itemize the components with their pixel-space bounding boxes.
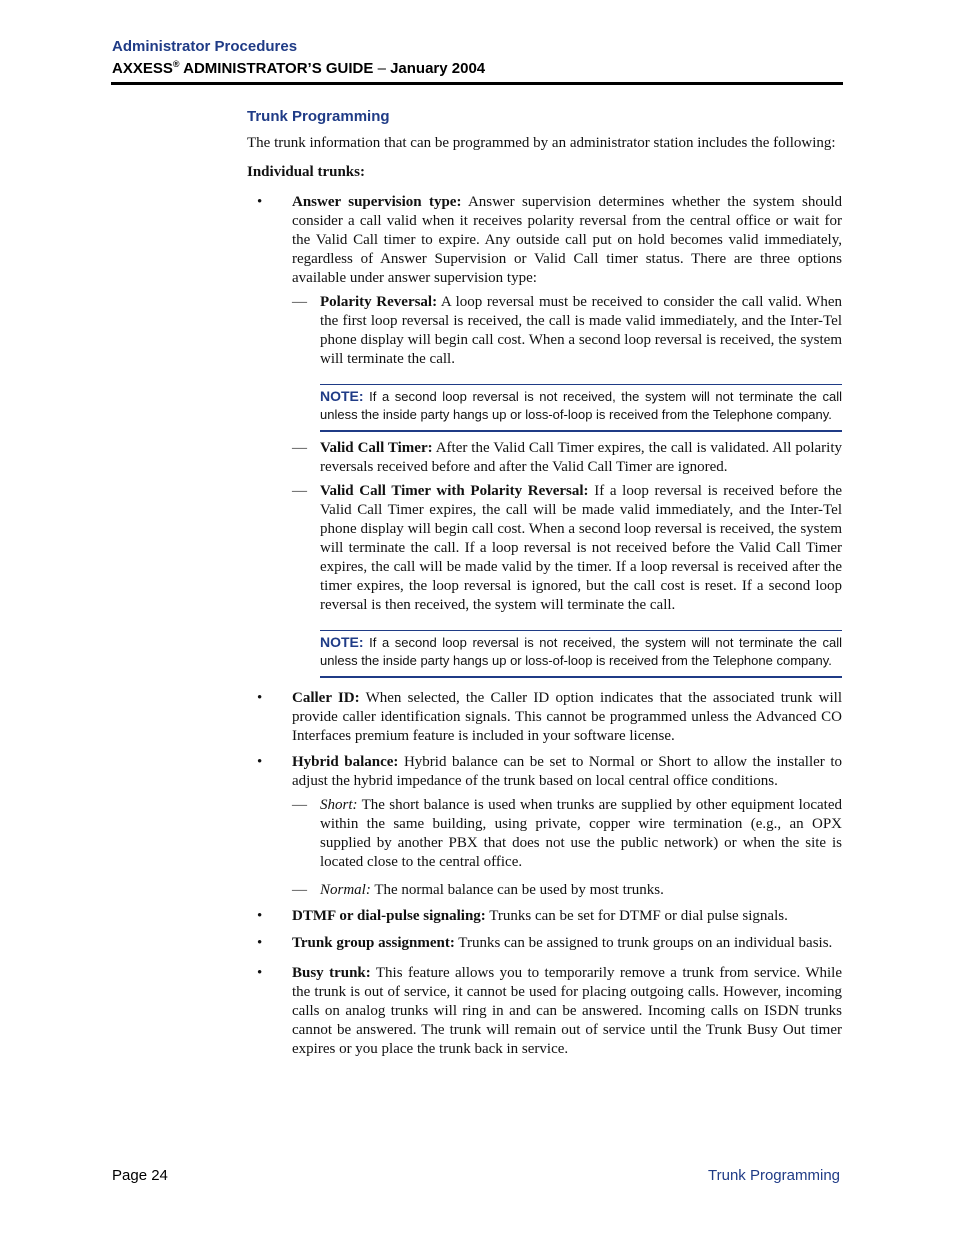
polarity-reversal-body: A loop reversal must be received to consider the call valid. When the first loop reversal is received, the call is made valid immediately, and the Inter-Tel phone display will begin call cost. When a second loop reversal is received, the system will terminate the call.	[320, 294, 842, 367]
note-2-label: NOTE:	[320, 634, 364, 650]
normal-label: Normal:	[320, 882, 371, 898]
sub-item-short	[292, 796, 842, 872]
footer-page-number: Page 24	[112, 1167, 168, 1184]
note-1-text	[320, 388, 842, 423]
answer-supervision-label: Answer supervision type:	[292, 194, 462, 210]
list-item-trunk-group	[247, 934, 842, 953]
short-body: The short balance is used when trunks are supplied by other equipment located within the same building, using private, copper wire termination (e.g., an OPX supplied by another PBX that does not use the public network) or when the site is located close to the central office.	[320, 797, 842, 870]
note-box-1	[320, 384, 842, 432]
trunk-group-body: Trunks can be assigned to trunk groups on an individual basis.	[454, 935, 833, 951]
polarity-reversal-label: Polarity Reversal:	[320, 294, 438, 310]
trunk-options-list	[247, 193, 842, 1059]
footer-section: Trunk Programming	[708, 1167, 840, 1184]
header-product: AXXESS	[112, 60, 173, 77]
busy-trunk-text	[292, 964, 842, 1059]
bullet-icon: •	[257, 908, 263, 924]
caller-id-label: Caller ID:	[292, 690, 360, 706]
answer-supervision-body: Answer supervision determines whether the system should consider a call valid when it receives polarity reversal from the central office or wait for the Valid Call timer to expire. Any outside call put on hold becomes valid immediately, regardless of Answer Supervision or Valid Call timer status. There are three options available under answer supervision type:	[292, 194, 842, 286]
hybrid-balance-text	[292, 753, 842, 791]
list-item-busy-trunk	[247, 964, 842, 1059]
valid-call-timer-polarity-text	[320, 482, 842, 615]
bullet-icon: •	[257, 194, 263, 210]
busy-trunk-body: This feature allows you to temporarily remove a trunk from service. While the trunk is out of service, it cannot be used for placing outgoing calls. However, incoming calls on analog trunks will ring in and can be answered. Incoming calls on ISDN trunks cannot be answered. The trunk will remain out of service until the Trunk Busy Out timer expires or you place the trunk back in service.	[292, 965, 842, 1057]
hybrid-balance-label: Hybrid balance:	[292, 754, 399, 770]
header-date: January 2004	[385, 60, 486, 77]
polarity-reversal-text	[320, 293, 842, 369]
dtmf-text	[292, 907, 842, 926]
registered-mark: ®	[172, 59, 180, 69]
normal-text	[320, 881, 842, 900]
trunk-group-text	[292, 934, 842, 953]
section-title: Trunk Programming	[247, 108, 390, 125]
valid-call-timer-label: Valid Call Timer:	[320, 440, 433, 456]
valid-call-timer-text	[320, 439, 842, 477]
individual-trunks-heading: Individual trunks:	[247, 164, 365, 180]
short-text	[320, 796, 842, 872]
note-2-body: If a second loop reversal is not received, the system will not terminate the call unless the inside party hangs up or loss-of-loop is received from the Telephone company.	[320, 635, 842, 668]
dtmf-label: DTMF or dial-pulse signaling:	[292, 908, 486, 924]
list-item-caller-id	[247, 689, 842, 746]
note-box-2	[320, 630, 842, 678]
dash-icon: —	[292, 294, 307, 310]
bullet-icon: •	[257, 935, 263, 951]
caller-id-body: When selected, the Caller ID option indicates that the associated trunk will provide caller identification signals. This cannot be programmed unless the Advanced CO Interfaces premium feature is included in your software license.	[292, 690, 842, 744]
answer-supervision-options	[292, 293, 842, 369]
header-title	[112, 60, 485, 77]
bullet-icon: •	[257, 690, 263, 706]
short-label: Short:	[320, 797, 358, 813]
note-2-text	[320, 634, 842, 669]
dash-icon: —	[292, 797, 307, 813]
note-1-body: If a second loop reversal is not received, the system will not terminate the call unless the inside party hangs up or loss-of-loop is received from the Telephone company.	[320, 389, 842, 422]
normal-body: The normal balance can be used by most trunks.	[370, 882, 664, 898]
intro-paragraph: The trunk information that can be programmed by an administrator station includes the following:	[247, 135, 836, 151]
dash-icon: —	[292, 882, 307, 898]
list-item-answer-supervision	[247, 193, 842, 678]
hybrid-balance-body: Hybrid balance can be set to Normal or Short to allow the installer to adjust the hybrid impedance of the trunk based on local central office conditions.	[292, 754, 842, 789]
dash-icon: —	[292, 440, 307, 456]
header-dash: –	[377, 60, 386, 77]
hybrid-balance-options	[292, 796, 842, 900]
header-guide: ADMINISTRATOR’S GUIDE	[179, 60, 378, 77]
sub-item-normal	[292, 881, 842, 900]
sub-item-valid-call-timer-polarity	[292, 482, 842, 615]
bullet-icon: •	[257, 965, 263, 981]
bullet-icon: •	[257, 754, 263, 770]
sub-item-valid-call-timer	[292, 439, 842, 477]
valid-call-timer-body: After the Valid Call Timer expires, the call is validated. All polarity reversals received before and after the Valid Call Timer are ignored.	[320, 440, 842, 475]
answer-supervision-options-continued	[292, 439, 842, 615]
dash-icon: —	[292, 483, 307, 499]
dtmf-body: Trunks can be set for DTMF or dial pulse signals.	[485, 908, 788, 924]
valid-call-timer-polarity-label: Valid Call Timer with Polarity Reversal:	[320, 483, 589, 499]
valid-call-timer-polarity-body: If a loop reversal is received before the Valid Call Timer expires, the call will be made valid immediately, and the Inter-Tel phone display will begin call cost. When a second loop reversal is received, the system will terminate the call. If a loop reversal is not received before the Valid Call Timer expires, the call will be made valid by the timer. If a loop reversal is received after the timer expires, the loop reversal is ignored, but the call cost is reset. If a second loop reversal is then received, the system will terminate the call.	[320, 483, 843, 613]
main-content	[247, 108, 842, 1059]
header-rule	[111, 82, 843, 85]
list-item-hybrid-balance	[247, 753, 842, 900]
note-1-label: NOTE:	[320, 388, 364, 404]
sub-item-polarity-reversal	[292, 293, 842, 369]
list-item-dtmf	[247, 907, 842, 926]
header-section: Administrator Procedures	[112, 38, 298, 55]
answer-supervision-text	[292, 193, 842, 288]
trunk-group-label: Trunk group assignment:	[292, 935, 455, 951]
busy-trunk-label: Busy trunk:	[292, 965, 371, 981]
caller-id-text	[292, 689, 842, 746]
